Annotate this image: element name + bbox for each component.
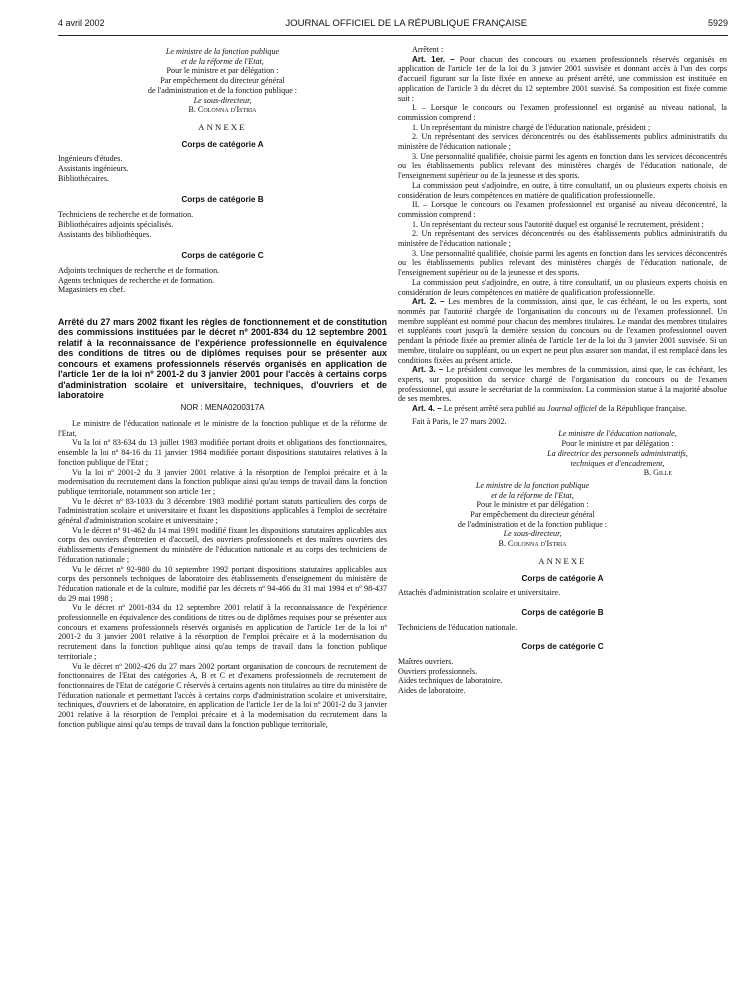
list-item: Attachés d'administration scolaire et universitaire. [398, 588, 561, 598]
article-2-label: Art. 2. – [412, 297, 445, 307]
article-3 [398, 365, 727, 404]
sig-line: de l'administration et de la fonction publique : [147, 85, 298, 95]
sig-line: Le ministre de la fonction publique [475, 480, 590, 490]
visa-paragraph: Vu la loi nº 2001-2 du 3 janvier 2001 relative à la résorption de l'emploi précaire et à la modernisation du recrutement dans la fonction publique ainsi qu'au temps de travail dans la fonction publique territoriale, notamment son article 1er ; [58, 467, 387, 496]
nor-reference: NOR : MENA0200317A [180, 403, 265, 413]
sig-name: B. Gille [643, 468, 672, 478]
left-column [58, 45, 387, 730]
article-4 [398, 404, 727, 414]
category-b-heading: Corps de catégorie B [181, 195, 264, 205]
signature-fonction-publique [398, 481, 727, 549]
arretent: Arrêtent : [412, 45, 444, 54]
visa-paragraph: Vu le décret nº 91-462 du 14 mai 1991 modifié fixant les dispositions statutaires applicables aux corps des ouvriers d'entretien et d'accueil, des ouvriers professionnels et des maîtres ouvriers des établissements d'enseignement du ministère de l'éducation nationale et au corps des techniciens de l'éducation nationale ; [58, 525, 387, 564]
article-1-text: Pour chacun des concours ou examen professionnels réservés organisés en application de l'article 1er de la loi du 3 janvier 2001 susvisée et donnant accès à l'un des corps d'accueil figurant sur la liste fixée en annexe au présent arrêté, une commission est instituée en application de l'article 3 du décret du 12 septembre 2001 susvisé. Sa composition est fixée comme suit : [398, 54, 727, 103]
category-a-heading: Corps de catégorie A [181, 139, 264, 149]
annexe-heading-2: ANNEXE [538, 555, 587, 566]
article-4-pre: Le présent arrêté sera publié au [443, 404, 548, 414]
article-paragraph: II. – Lorsque le concours ou l'examen professionnel est organisé au niveau déconcentré, la commission comprend : [398, 200, 727, 219]
article-paragraph: 1. Un représentant du ministre chargé de l'éducation nationale, président ; [412, 122, 651, 132]
category-b-list [58, 210, 387, 239]
article-paragraph: 2. Un représentant des services déconcentrés ou des établissements publics administratifs du ministère de l'éducation nationale ; [398, 229, 727, 249]
list-item: Bibliothécaires adjoints spécialisés. [58, 219, 174, 229]
category-c-list-2 [398, 657, 727, 696]
header-date: 4 avril 2002 [58, 18, 105, 28]
article-paragraph: 3. Une personnalité qualifiée, choisie parmi les agents en fonction dans les services déconcentrés ou les établissements publics relevant des ministères chargés de l'éducation nationale, de l'enseignement supérieur ou de la jeunesse et des sports. [398, 151, 727, 181]
category-a-heading-2: Corps de catégorie A [521, 573, 604, 583]
list-item: Magasiniers en chef. [58, 285, 126, 295]
list-item: Ouvriers professionnels. [398, 666, 478, 676]
article-1-part-i [398, 103, 727, 200]
sig-line: Le ministre de l'éducation nationale, [558, 429, 677, 439]
sig-line: Le ministre de la fonction publique [165, 47, 280, 56]
list-item: Aides techniques de laboratoire. [398, 676, 503, 686]
list-item: Agents techniques de recherche et de formation. [58, 275, 215, 285]
sig-line: et de la réforme de l'Etat, [181, 56, 264, 66]
list-item: Adjoints techniques de recherche et de formation. [58, 265, 220, 275]
list-item: Techniciens de recherche et de formation. [58, 210, 194, 220]
list-item: Maîtres ouvriers. [398, 657, 454, 667]
category-c-heading: Corps de catégorie C [181, 251, 264, 261]
list-item: Assistants des bibliothèques. [58, 229, 152, 239]
signature-fonction-publique-top [58, 47, 387, 115]
article-4-journal: Journal officiel [547, 404, 597, 414]
sig-line: Pour le ministre et par délégation : [561, 439, 674, 449]
sig-line: Pour le ministre et par délégation : [476, 500, 589, 510]
sig-line: La directrice des personnels administratifs, [547, 448, 688, 458]
article-paragraph: 3. Une personnalité qualifiée, choisie parmi les agents en fonction dans les services déconcentrés ou les établissements publics relevant des ministères chargés de l'éducation nationale, de l'enseignement supérieur ou de la jeunesse et des sports. [398, 248, 727, 278]
visa-paragraph: Vu le décret nº 2001-834 du 12 septembre 2001 relatif à la reconnaissance de l'expérience professionnelle en équivalence des conditions de titres ou de diplômes requises pour se présenter aux concours et examens professionnels réservés organisés en application de l'article 1er de la loi nº 2001-2 du 3 janvier 2001 relative à la résorption de l'emploi précaire et à la modernisation du recrutement dans la fonction publique ainsi qu'au temps de travail dans la fonction publique territoriale ; [58, 603, 387, 661]
sig-name: B. Colonna d'Istria [498, 539, 567, 549]
list-item: Techniciens de l'éducation nationale. [398, 622, 518, 632]
annexe-heading: ANNEXE [198, 121, 247, 132]
sig-line: Pour le ministre et par délégation : [166, 66, 279, 76]
article-paragraph: 2. Un représentant des services déconcentrés ou des établissements publics administratifs du ministère de l'éducation nationale ; [398, 132, 727, 152]
category-b-heading-2: Corps de catégorie B [521, 607, 604, 617]
header-rule [58, 35, 728, 36]
list-item: Aides de laboratoire. [398, 686, 466, 696]
article-4-label: Art. 4. – [412, 404, 442, 414]
sig-line: techniques et d'encadrement, [570, 458, 665, 468]
article-paragraph: 1. Un représentant du recteur sous l'autorité duquel est organisé le recrutement, président ; [412, 219, 704, 229]
article-3-text: Le président convoque les membres de la commission, ainsi que, le cas échéant, les experts, sur proposition du service chargé de l'organisation du concours ou de l'examen professionnel, qui assure le secrétariat de la commission. La commission statue à la majorité absolue de ses membres. [398, 365, 727, 404]
sig-line: Par empêchement du directeur général [470, 510, 595, 520]
article-2 [398, 297, 727, 365]
page-header [58, 18, 728, 31]
article-paragraph: La commission peut s'adjoindre, en outre, à titre consultatif, un ou plusieurs experts choisis en considération de leurs compétences en matière de qualification professionnelle. [398, 180, 727, 200]
visa-paragraph: Le ministre de l'éducation nationale et le ministre de la fonction publique et de la réforme de l'Etat, [58, 419, 387, 438]
sig-line: de l'administration et de la fonction publique : [457, 519, 608, 529]
visa-paragraph: Vu le décret nº 83-1033 du 3 décembre 1983 modifié portant statuts particuliers des corps de l'administration scolaire et universitaire et fixant les dispositions applicables à l'emploi de secrétaire général d'administration scolaire et universitaire ; [58, 496, 387, 526]
sig-line: et de la réforme de l'Etat, [491, 490, 574, 500]
visa-paragraph: Vu la loi nº 83-634 du 13 juillet 1983 modifiée portant droits et obligations des fonctionnaires, ensemble la loi nº 84-16 du 11 janvier 1984 modifiée portant dispositions statutaires relatives à la fonction publique de l'Etat ; [58, 438, 387, 467]
article-3-label: Art. 3. – [412, 365, 444, 375]
header-title: JOURNAL OFFICIEL DE LA RÉPUBLIQUE FRANÇAISE [285, 18, 528, 29]
category-b-list-2 [398, 623, 727, 633]
header-page-number: 5929 [707, 18, 728, 28]
arrete-title: Arrêté du 27 mars 2002 fixant les règles de fonctionnement et de constitution des commissions instituées par le décret nº 2001-834 du 12 septembre 2001 relatif à la reconnaissance de l'expérience professionnelle en équivalence des conditions de titres ou de diplômes requises pour se présenter aux concours et examens professionnels réservés organisés en application de l'article 1er de la loi nº 2001-2 du 3 janvier 2001 pour l'accès à certains corps d'administration scolaire et universitaire, techniques, d'ouvriers et de laboratoire [58, 317, 387, 400]
signature-education-nationale [398, 429, 727, 478]
category-c-list [58, 266, 387, 295]
visas [58, 419, 387, 730]
visa-paragraph: Vu le décret nº 2002-426 du 27 mars 2002 portant organisation de concours de recrutement de fonctionnaires de l'Etat des catégories A, B et C et d'examens professionnels de recrutement de fonctionnaires de l'Etat de catégorie C réservés à certains agents non titulaires au titre du ministère de l'éducation nationale et permettant l'accès à certains corps d'administration scolaire et universitaire, techniques, d'ouvriers et de laboratoire, en application de l'article 1er de la loi nº 2001-2 du 3 janvier 2001 relative à la résorption de l'emploi précaire et à la modernisation du recrutement dans la fonction publique ainsi qu'au temps de travail dans la fonction publique territoriale, [58, 661, 387, 729]
category-a-list [58, 154, 387, 183]
visa-paragraph: Vu le décret nº 92-980 du 10 septembre 1992 portant dispositions statutaires applicables aux corps des personnels techniques de laboratoire des établissements d'enseignement du ministère de l'éducation nationale et de la culture, modifié par les décrets nº 94-466 du 31 mai 1994 et nº 98-437 du 29 mai 1998 ; [58, 564, 387, 603]
sig-line: Le sous-directeur, [193, 95, 252, 105]
list-item: Ingénieurs d'études. [58, 154, 123, 164]
sig-line: Le sous-directeur, [503, 529, 562, 539]
category-c-heading-2: Corps de catégorie C [521, 642, 604, 652]
article-1-part-ii [398, 200, 727, 297]
article-paragraph: La commission peut s'adjoindre, en outre, à titre consultatif, un ou plusieurs experts choisis en considération de leurs compétences en matière de qualification professionnelle. [398, 277, 727, 297]
article-4-post: de la République française. [596, 404, 687, 414]
sig-line: Par empêchement du directeur général [160, 76, 285, 86]
article-1 [398, 55, 727, 104]
category-a-list-2 [398, 588, 727, 598]
article-paragraph: I. – Lorsque le concours ou l'examen professionnel est organisé au niveau national, la commission comprend : [398, 103, 727, 122]
right-column [398, 45, 727, 730]
fait-a-paris: Fait à Paris, le 27 mars 2002. [412, 416, 507, 426]
article-1-label: Art. 1er. – [412, 54, 455, 64]
sig-name: B. Colonna d'Istria [188, 105, 257, 115]
list-item: Bibliothécaires. [58, 173, 110, 183]
list-item: Assistants ingénieurs. [58, 164, 129, 174]
article-2-text: Les membres de la commission, ainsi que, le cas échéant, le ou les experts, sont nommés par l'autorité chargée de l'organisation du concours ou de l'examen professionnel. Un membre suppléant est nommé pour chacun des membres titulaires. Le mandat des membres titulaires et suppléants court jusqu'à la dernière session du concours ou de l'examen professionnel ouvert pendant la période fixée au premier alinéa de l'article 1er de la loi du 3 janvier 2001 susvisée. Si un membre, titulaire ou suppléant, ou un expert ne peut plus assurer son mandat, il est remplacé dans les conditions fixées au présent article. [398, 297, 727, 365]
